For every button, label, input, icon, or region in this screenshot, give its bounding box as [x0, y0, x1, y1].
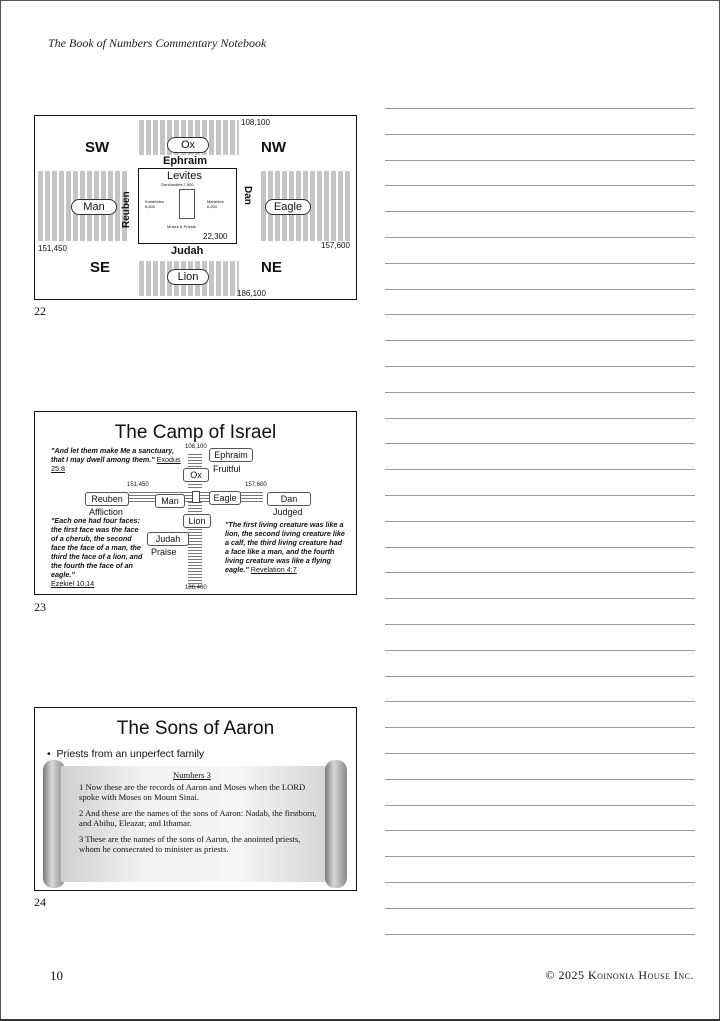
- count-north-23: 108,100: [185, 444, 207, 450]
- verse-2: 2 And these are the names of the sons of Aaron: Nadab, the firstborn, and Abihu, Eleazar, and Ithamar.: [79, 808, 317, 828]
- count-east-23: 157,600: [245, 482, 267, 488]
- gershonites-label: Gershonites 7,500: [161, 182, 194, 187]
- kohathites-label: Kohathites 8,600: [145, 199, 164, 209]
- levites-box: [138, 168, 237, 244]
- note-line: [385, 830, 695, 831]
- note-line: [385, 263, 695, 264]
- slide-title-24: The Sons of Aaron: [116, 718, 275, 739]
- meaning-praise: Praise: [151, 547, 177, 557]
- tribe-judah: Judah: [171, 245, 204, 257]
- note-line: [385, 392, 695, 393]
- count-north: 108,100: [241, 118, 270, 127]
- count-south-23: 186,400: [185, 585, 207, 591]
- note-line: [385, 289, 695, 290]
- count-south: 186,100: [237, 289, 266, 298]
- slide-number-22: 22: [34, 304, 46, 318]
- count-west-23: 151,450: [127, 482, 149, 488]
- note-line: [385, 779, 695, 780]
- tribe-dan-23: Dan: [267, 492, 311, 506]
- note-line: [385, 237, 695, 238]
- tabernacle-23: [192, 491, 200, 503]
- symbol-man: Man: [71, 199, 117, 215]
- corner-nw: NW: [261, 139, 286, 156]
- running-header: The Book of Numbers Commentary Notebook: [48, 36, 267, 50]
- symbol-man-23: Man: [155, 494, 185, 508]
- note-line: [385, 547, 695, 548]
- note-line: [385, 108, 695, 109]
- scroll-roll-right: [325, 760, 347, 888]
- slide-number-24: 24: [34, 895, 46, 909]
- note-line: [385, 727, 695, 728]
- copyright: © 2025 Koinonia House Inc.: [545, 968, 694, 982]
- tribe-ephraim: Ephraim: [163, 155, 208, 167]
- slide-sons-of-aaron: [34, 707, 357, 891]
- note-line: [385, 340, 695, 341]
- note-line: [385, 160, 695, 161]
- note-line: [385, 598, 695, 599]
- slide-camp-of-israel: [34, 411, 357, 595]
- note-line: [385, 521, 695, 522]
- note-line: [385, 908, 695, 909]
- ref-revelation: Revelation 4:7: [250, 565, 297, 574]
- note-line: [385, 366, 695, 367]
- note-line: [385, 469, 695, 470]
- note-line: [385, 418, 695, 419]
- verse-3: 3 These are the names of the sons of Aaron, the anointed priests, whom he consecrated to minister as priests.: [79, 834, 301, 854]
- merarites-label: Merarites 6,200: [207, 199, 224, 209]
- meaning-affliction: Affliction: [89, 507, 123, 517]
- tribe-reuben-23: Reuben: [85, 492, 129, 506]
- page-border-left: [0, 0, 1, 1021]
- corner-ne: NE: [261, 259, 282, 276]
- tribe-levites: Levites: [167, 170, 202, 182]
- note-line: [385, 314, 695, 315]
- corner-sw: SW: [85, 139, 110, 156]
- note-line: [385, 753, 695, 754]
- meaning-judged: Judged: [273, 507, 303, 517]
- note-line: [385, 676, 695, 677]
- note-line: [385, 443, 695, 444]
- symbol-lion: Lion: [167, 269, 209, 285]
- symbol-ox-23: Ox: [183, 468, 209, 482]
- scroll-heading: Numbers 3: [173, 770, 211, 780]
- page-border-top: [0, 0, 720, 1]
- slide-number-23: 23: [34, 600, 46, 614]
- note-line: [385, 882, 695, 883]
- symbol-eagle: Eagle: [265, 199, 311, 215]
- note-line: [385, 211, 695, 212]
- note-line: [385, 856, 695, 857]
- note-line: [385, 185, 695, 186]
- note-line: [385, 624, 695, 625]
- tabernacle-rect: [179, 189, 195, 219]
- slide-title: The Camp of Israel: [114, 422, 277, 443]
- note-line: [385, 572, 695, 573]
- note-line: [385, 934, 695, 935]
- quote-ezekiel: "Each one had four faces: the first face was the face of a cherub, the second face the face of a man, the third the face of a lion, and the fourth the face of an eagle." Ezekiel 10:14: [51, 516, 143, 588]
- note-line: [385, 701, 695, 702]
- note-line: [385, 495, 695, 496]
- symbol-lion-23: Lion: [183, 514, 211, 528]
- corner-se: SE: [90, 259, 111, 276]
- slide-camp-diagram: [34, 115, 357, 300]
- note-line: [385, 134, 695, 135]
- quote-exodus: "And let them make Me a sanctuary, that I may dwell among them." Exodus 25:8: [51, 446, 181, 473]
- tribe-ephraim-23: Ephraim: [209, 448, 253, 462]
- tribe-reuben: Reuben: [121, 191, 132, 228]
- moses-label: Moses & Priests: [167, 224, 196, 229]
- count-west: 151,450: [38, 244, 67, 253]
- count-levites: 22,300: [203, 232, 228, 241]
- note-line: [385, 805, 695, 806]
- page-number: 10: [50, 968, 63, 983]
- symbol-eagle-23: Eagle: [209, 491, 241, 505]
- bullet-point: • Priests from an unperfect family: [47, 748, 205, 760]
- ref-exodus: Exodus 25:8: [51, 455, 181, 473]
- symbol-ox: Ox: [167, 137, 209, 153]
- quote-revelation: "The first living creature was like a lion, the second living creature like a calf, the third living creature had a face like a man, and the fourth living creature was like a flying eagle." Revelation 4:7: [225, 520, 345, 574]
- tribe-judah-23: Judah: [147, 532, 189, 546]
- meaning-fruitful: Fruitful: [213, 464, 241, 474]
- verse-1: 1 Now these are the records of Aaron and Moses when the LORD spoke with Moses on Mount Sinai.: [79, 782, 306, 802]
- scroll: [43, 760, 349, 888]
- tribe-dan: Dan: [242, 186, 253, 205]
- note-line: [385, 650, 695, 651]
- ref-ezekiel: Ezekiel 10:14: [51, 579, 95, 588]
- count-east: 157,600: [321, 241, 350, 250]
